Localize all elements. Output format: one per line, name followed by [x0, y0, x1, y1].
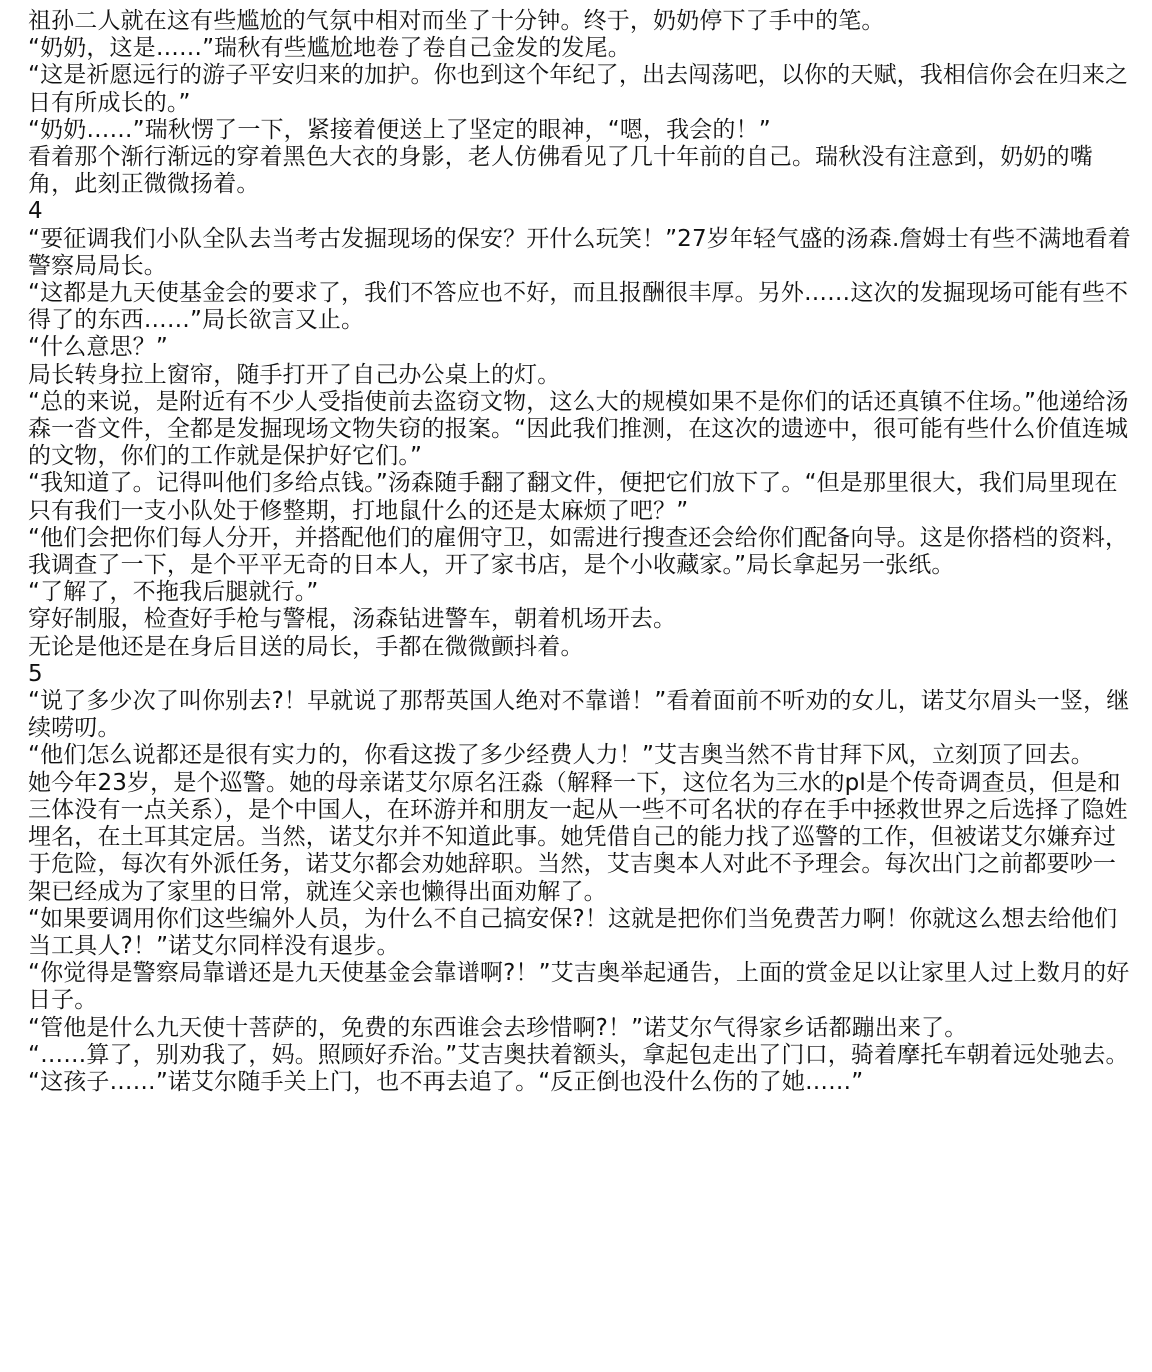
paragraph: “你觉得是警察局靠谱还是九天使基金会靠谱啊?！”艾吉奥举起通告，上面的赏金足以让家里人过上数月的好日子。 [28, 960, 1130, 1014]
paragraph: “他们怎么说都还是很有实力的，你看这拨了多少经费人力！”艾吉奥当然不肯甘拜下风，立刻顶了回去。 [28, 742, 1094, 769]
paragraph: 看着那个渐行渐远的穿着黑色大衣的身影，老人仿佛看见了几十年前的自己。瑞秋没有注意到，奶奶的嘴角，此刻正微微扬着。 [28, 144, 1093, 198]
paragraph: “如果要调用你们这些编外人员，为什么不自己搞安保?！这就是把你们当免费苦力啊！你就这么想去给他们当工具人?！”诺艾尔同样没有退步。 [28, 905, 1118, 959]
section-number: 5 [28, 660, 43, 687]
paragraph: “这是祈愿远行的游子平安归来的加护。你也到这个年纪了，出去闯荡吧，以你的天赋，我相信你会在归来之日有所成长的。” [28, 62, 1129, 116]
paragraph: “了解了，不拖我后腿就行。” [28, 579, 319, 606]
paragraph: “什么意思？” [28, 334, 168, 361]
paragraph: “奶奶……”瑞秋愣了一下，紧接着便送上了坚定的眼神，“嗯，我会的！” [28, 116, 771, 143]
paragraph: 穿好制服，检查好手枪与警棍，汤森钻进警车，朝着机场开去。 [28, 606, 677, 633]
paragraph: “我知道了。记得叫他们多给点钱。”汤森随手翻了翻文件，便把它们放下了。“但是那里很大，我们局里现在只有我们一支小队处于修整期，打地鼠什么的还是太麻烦了吧？” [28, 470, 1118, 524]
paragraph: “奶奶，这是……”瑞秋有些尴尬地卷了卷自己金发的发尾。 [28, 35, 631, 62]
paragraph: “这孩子……”诺艾尔随手关上门，也不再去追了。“反正倒也没什么伤的了她……” [28, 1068, 864, 1095]
paragraph: “总的来说，是附近有不少人受指使前去盗窃文物，这么大的规模如果不是你们的话还真镇不住场。”他递给汤森一沓文件，全都是发掘现场文物失窃的报案。“因此我们推测，在这次的遗迹中，很可能有些什么价值连城的文物，你们的工作就是保护好它们。” [28, 388, 1129, 470]
paragraph: 祖孙二人就在这有些尴尬的气氛中相对而坐了十分钟。终于，奶奶停下了手中的笔。 [28, 8, 885, 34]
paragraph: 无论是他还是在身后目送的局长，手都在微微颤抖着。 [28, 633, 584, 660]
paragraph: “……算了，别劝我了，妈。照顾好乔治。”艾吉奥扶着额头，拿起包走出了门口，骑着摩托车朝着远处驰去。 [28, 1041, 1129, 1068]
paragraph: “要征调我们小队全队去当考古发掘现场的保安？开什么玩笑！”27岁年轻气盛的汤森.詹姆士有些不满地看着警察局局长。 [28, 225, 1131, 279]
paragraph: 她今年23岁，是个巡警。她的母亲诺艾尔原名汪淼（解释一下，这位名为三水的pl是个传奇调查员，但是和三体没有一点关系），是个中国人，在环游并和朋友一起从一些不可名状的存在手中拯救世界之后选择了隐姓埋名，在土耳其定居。当然，诺艾尔并不知道此事。她凭借自己的能力找了巡警的工作，但被诺艾尔嫌弃过于危险，每次有外派任务，诺艾尔都会劝她辞职。当然，艾吉奥本人对此不予理会。每次出门之前都要吵一架已经成为了家里的日常，就连父亲也懒得出面劝解了。 [28, 769, 1128, 905]
paragraph: “这都是九天使基金会的要求了，我们不答应也不好，而且报酬很丰厚。另外……这次的发掘现场可能有些不得了的东西……”局长欲言又止。 [28, 280, 1129, 334]
paragraph: “管他是什么九天使十菩萨的，免费的东西谁会去珍惜啊?！”诺艾尔气得家乡话都蹦出来了。 [28, 1014, 968, 1041]
section-number: 4 [28, 198, 43, 225]
paragraph: “他们会把你们每人分开，并搭配他们的雇佣守卫，如需进行搜查还会给你们配备向导。这是你搭档的资料，我调查了一下，是个平平无奇的日本人，开了家书店，是个小收藏家。”局长拿起另一张纸。 [28, 524, 1129, 579]
paragraph: 局长转身拉上窗帘，随手打开了自己办公桌上的灯。 [28, 361, 561, 388]
paragraph: “说了多少次了叫你别去?！早就说了那帮英国人绝对不靠谱！”看着面前不听劝的女儿，诺艾尔眉头一竖，继续唠叨。 [28, 688, 1130, 742]
